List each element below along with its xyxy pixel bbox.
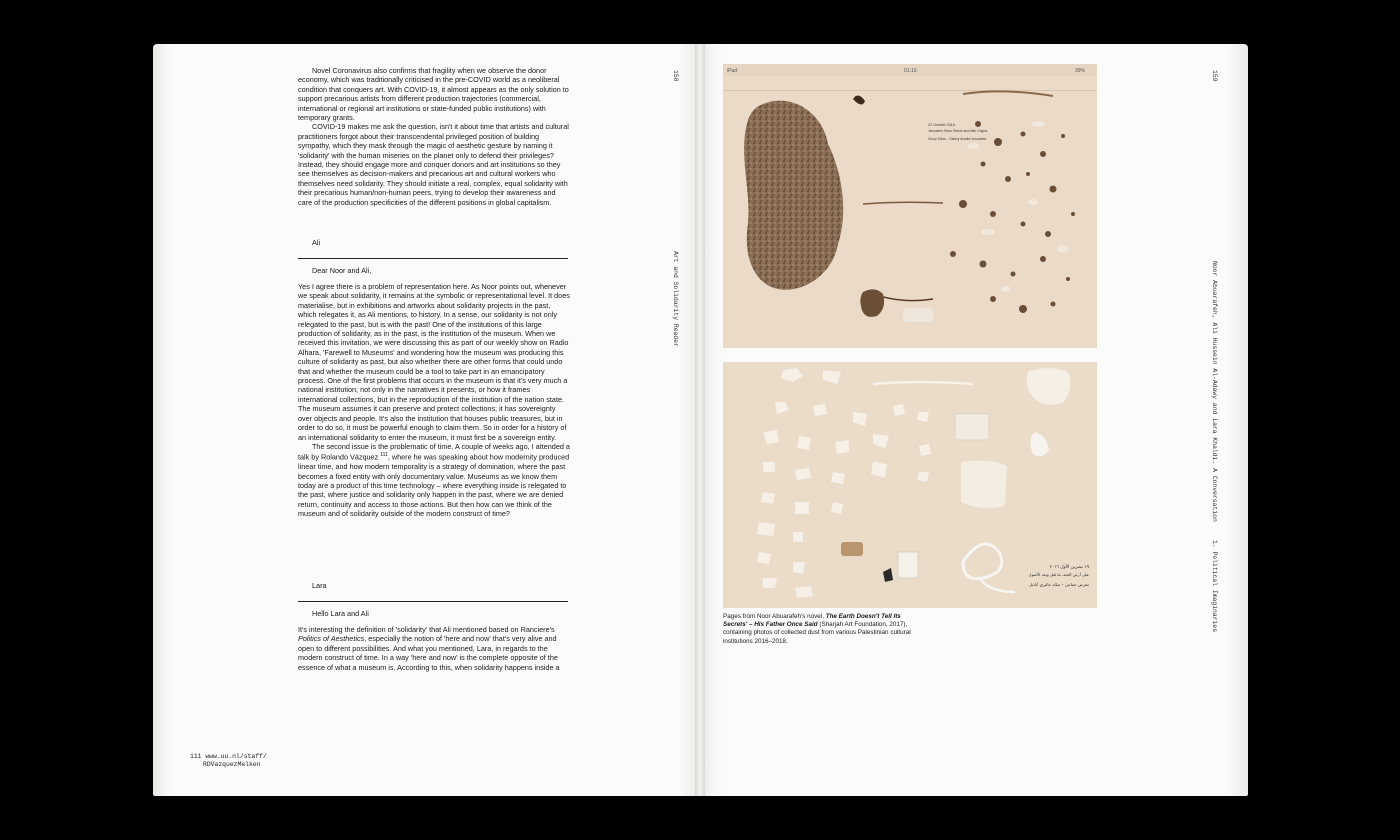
svg-text:معرض جماعي – صالة جاليري أنادي: معرض جماعي – صالة جاليري أناديل [1029, 582, 1089, 587]
body-text-block-2 [298, 282, 570, 519]
photo-caption: Pages from Noor Abuarafeh's novel, The Earth Doesn't Tell Its Secrets' – His Father Once Said (Sharjah Art Foundation, 2017), containing photos of collected dust from various Palestinian cultural institutions 2016–2018. [723, 613, 911, 645]
paragraph: COVID-19 makes me ask the question, isn't it about time that artists and cultural practitioners forgot about their transcendental privileged position of building sympathy, which they mask through the magic of aesthetic gesture by naming it 'solidarity' with the human miseries on the planet only to defend their privileges? Instead, they should engage more and conquer donors and art institutions so they see themselves as decision-makers and precarious art and cultural workers who themselves need solidarity. They should initiate a real, complex, equal solidarity with their precarious human/non-human peers, trying to develop their awareness and care of the production specificities of the different positions in global capitalism. [298, 122, 569, 207]
svg-text:01:10: 01:10 [904, 68, 917, 74]
svg-text:١٩ تشرين الأول ٢٠١٦: ١٩ تشرين الأول ٢٠١٦ [1049, 565, 1089, 570]
svg-text:39%: 39% [1075, 68, 1086, 74]
svg-text:Group Show – Gallery Anadiel J: Group Show – Gallery Anadiel Jerusalem [928, 137, 987, 141]
salutation: Dear Noor and Ali, [312, 266, 372, 275]
footnote: 111 www.uu.nl/staff/ RDVazquezMelken [190, 753, 267, 768]
signature-lara: Lara [312, 581, 327, 590]
running-head-left: Art and Solidarity Reader [672, 251, 679, 347]
page-number-right: 159 [1211, 70, 1218, 82]
paragraph: It's interesting the definition of 'solidarity' that Ali mentioned based on Ranciere's Politics of Aesthetics, especially the notion of 'here and now' that's very alive and open to different possibilities. And what you mentioned, Lara, in regards to the modern construct of time. In a way 'here and now' is the complete opposite of the essence of what a museum is. According to this, when solidarity happens inside a [298, 625, 560, 672]
salutation: Hello Lara and Ali [312, 609, 369, 618]
body-text-block-1 [298, 66, 570, 207]
running-head-right: Noor Abuarafeh, Ali Hussein Al-Adawy and Lara Khaldi. A Conversation [1211, 261, 1218, 522]
footnote-ref[interactable]: 111 [380, 452, 388, 459]
paragraph: Novel Coronavirus also confirms that fragility when we observe the donor economy, which was traditionally criticised in the pre-COVID world as a neoliberal condition that conquers art. With COVID-19, it almost appears as the only solution to support precarious artists from different production trajectories (commercial, international or regional art institutions or state-funded public institutions) with temporary grants. [298, 66, 569, 123]
svg-text:Jerusalem Show: Before and Aft: Jerusalem Show: Before and After Origins [928, 129, 988, 133]
body-text-block-3 [298, 625, 570, 672]
section-label: 1. Political Imaginaries [1211, 540, 1218, 633]
section-divider [298, 258, 568, 259]
book-gutter [695, 44, 705, 796]
svg-text:على أرض الجنة، ما قبل وبعد الأ: على أرض الجنة، ما قبل وبعد الأصول [1028, 572, 1089, 577]
photo-dust-collection-1 [723, 64, 1097, 348]
svg-text:22 October 2018: 22 October 2018 [928, 123, 955, 127]
photo-dust-collection-2 [723, 362, 1097, 608]
section-divider [298, 601, 568, 602]
page-number-left: 158 [672, 70, 679, 82]
paragraph: Yes I agree there is a problem of representation here. As Noor points out, whenever we speak about solidarity, it remains at the symbolic or representational level. It does materialise, but in exhibitions and artworks about solidarity projects in the past, which relegates it, as Ali mentions, to history. In a sense, our solidarity is not only relegated to the past, but is with the past! One of the institutions of this large production of solidarity, as in the past, is the institution of the museum. When we received this invitation, we were discussing this as part of our weekly show on Radio Alhara, 'Farewell to Museums' and wondering how the museum was producing this culture of solidarity as past, but also whether there are other forms that could undo that and whether the museum could be a tool to take part in an emancipatory process. One of the first problems that occurs in the museum is that it's very much a national institution; not only in the narratives it presents, or how it frames international collections, but in the reproduction of the institution of the nation state. The museum assumes it can preserve and protect collections; it has sovereignty over objects and people. It's also the institution that houses public treasures, but in order to do so, it must be powerful enough to claim them. So in order for a history of an international solidarity to enter the museum, it must first be a sovereign entity. [298, 282, 570, 442]
paragraph: The second issue is the problematic of time. A couple of weeks ago, I attended a talk by Rolando Vázquez $^{111}$, where he was speaking about how modernity produced linear time, and how modern temporality is a strategy of domination, where the past becomes a fixed entity with only documentary value. Museums as we know them today are a product of this time technology – where everything inside is relegated to the past, where justice and solidarity only happen in the past, where we are denied return, continuity and access to those actions. But then how can we think of the museum and of solidarity outside of the modern construct of time? [298, 441, 570, 519]
signature-ali: Ali [312, 238, 321, 247]
svg-text:iPad: iPad [727, 68, 738, 74]
